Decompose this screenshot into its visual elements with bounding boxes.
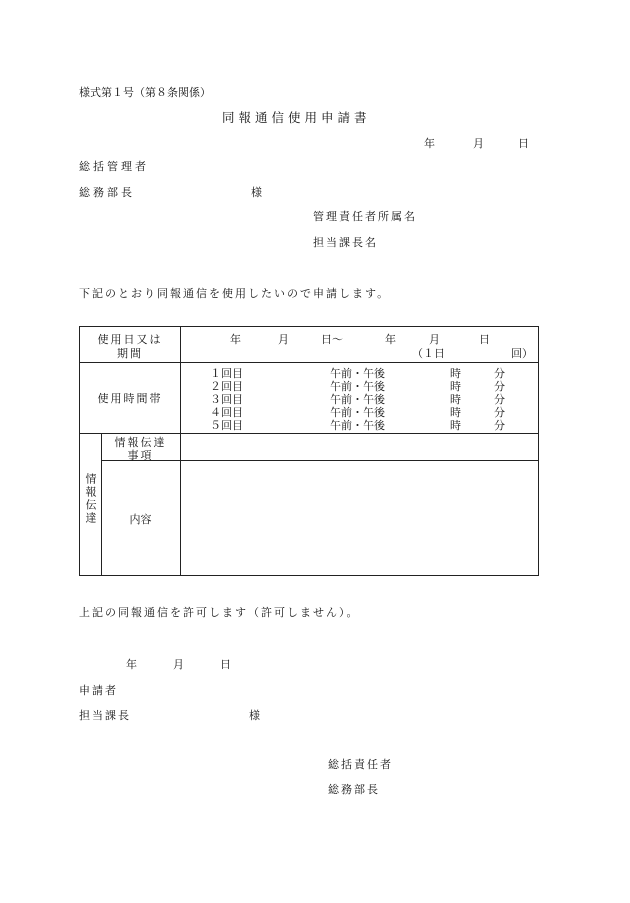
addressee-honorific: 様 <box>251 186 262 199</box>
approval-day-label: 日 <box>220 658 231 671</box>
slot-ampm: 午前・午後 <box>330 406 385 419</box>
document-title: 同報通信使用申請書 <box>222 110 371 125</box>
slot-minute: 分 <box>494 393 505 406</box>
period-day1: 日～ <box>321 333 343 346</box>
content-label: 内容 <box>129 513 152 526</box>
time-slot-label: 使用時間帯 <box>97 392 163 405</box>
slot-number: ２回目 <box>210 380 243 393</box>
slot-hour: 時 <box>450 367 461 380</box>
date-label-line1: 使用日又は <box>97 333 163 346</box>
slot-hour: 時 <box>450 419 461 432</box>
addressee-line2: 総務部長 <box>79 186 135 199</box>
addressee-line1: 総括管理者 <box>79 160 149 173</box>
approval-year-label: 年 <box>126 658 137 671</box>
slot-minute: 分 <box>494 406 505 419</box>
approval-text: 上記の同報通信を許可します（許可しません）。 <box>79 606 360 619</box>
row-divider <box>80 362 538 363</box>
slot-hour: 時 <box>450 380 461 393</box>
recipient-line1: 申請者 <box>79 684 118 697</box>
slot-ampm: 午前・午後 <box>330 380 385 393</box>
info-item-label-line1: 情報伝達 <box>114 436 167 449</box>
slot-minute: 分 <box>494 419 505 432</box>
count-per-day-close: 回） <box>511 347 533 360</box>
info-item-label-line2: 事項 <box>127 449 154 462</box>
slot-ampm: 午前・午後 <box>330 419 385 432</box>
slot-hour: 時 <box>450 393 461 406</box>
period-year1: 年 <box>230 333 241 346</box>
period-day2: 日 <box>479 333 490 346</box>
approver-line2: 総務部長 <box>328 783 380 796</box>
slot-number: １回目 <box>210 367 243 380</box>
period-month1: 月 <box>278 333 289 346</box>
date-label-line2: 期間 <box>117 347 143 360</box>
application-form-table <box>79 326 539 576</box>
slot-number: ３回目 <box>210 393 243 406</box>
info-group-label: 情報伝達 <box>84 473 97 525</box>
approval-month-label: 月 <box>173 658 184 671</box>
form-number: 様式第１号（第８条関係） <box>79 86 211 99</box>
count-per-day-open: （１日 <box>412 347 445 360</box>
date-day-label: 日 <box>518 137 529 150</box>
applicant-dept-label: 管理責任者所属名 <box>313 210 417 223</box>
column-divider <box>180 327 181 575</box>
date-month-label: 月 <box>473 137 484 150</box>
slot-ampm: 午前・午後 <box>330 393 385 406</box>
period-month2: 月 <box>429 333 440 346</box>
slot-ampm: 午前・午後 <box>330 367 385 380</box>
slot-minute: 分 <box>494 380 505 393</box>
period-year2: 年 <box>385 333 396 346</box>
slot-hour: 時 <box>450 406 461 419</box>
recipient-honorific: 様 <box>249 709 260 722</box>
slot-minute: 分 <box>494 367 505 380</box>
slot-number: ４回目 <box>210 406 243 419</box>
recipient-line2: 担当課長 <box>79 709 131 722</box>
approver-line1: 総括責任者 <box>328 758 393 771</box>
applicant-manager-label: 担当課長名 <box>313 236 378 249</box>
date-year-label: 年 <box>424 137 435 150</box>
slot-number: ５回目 <box>210 419 243 432</box>
intro-text: 下記のとおり同報通信を使用したいので申請します。 <box>79 287 391 300</box>
